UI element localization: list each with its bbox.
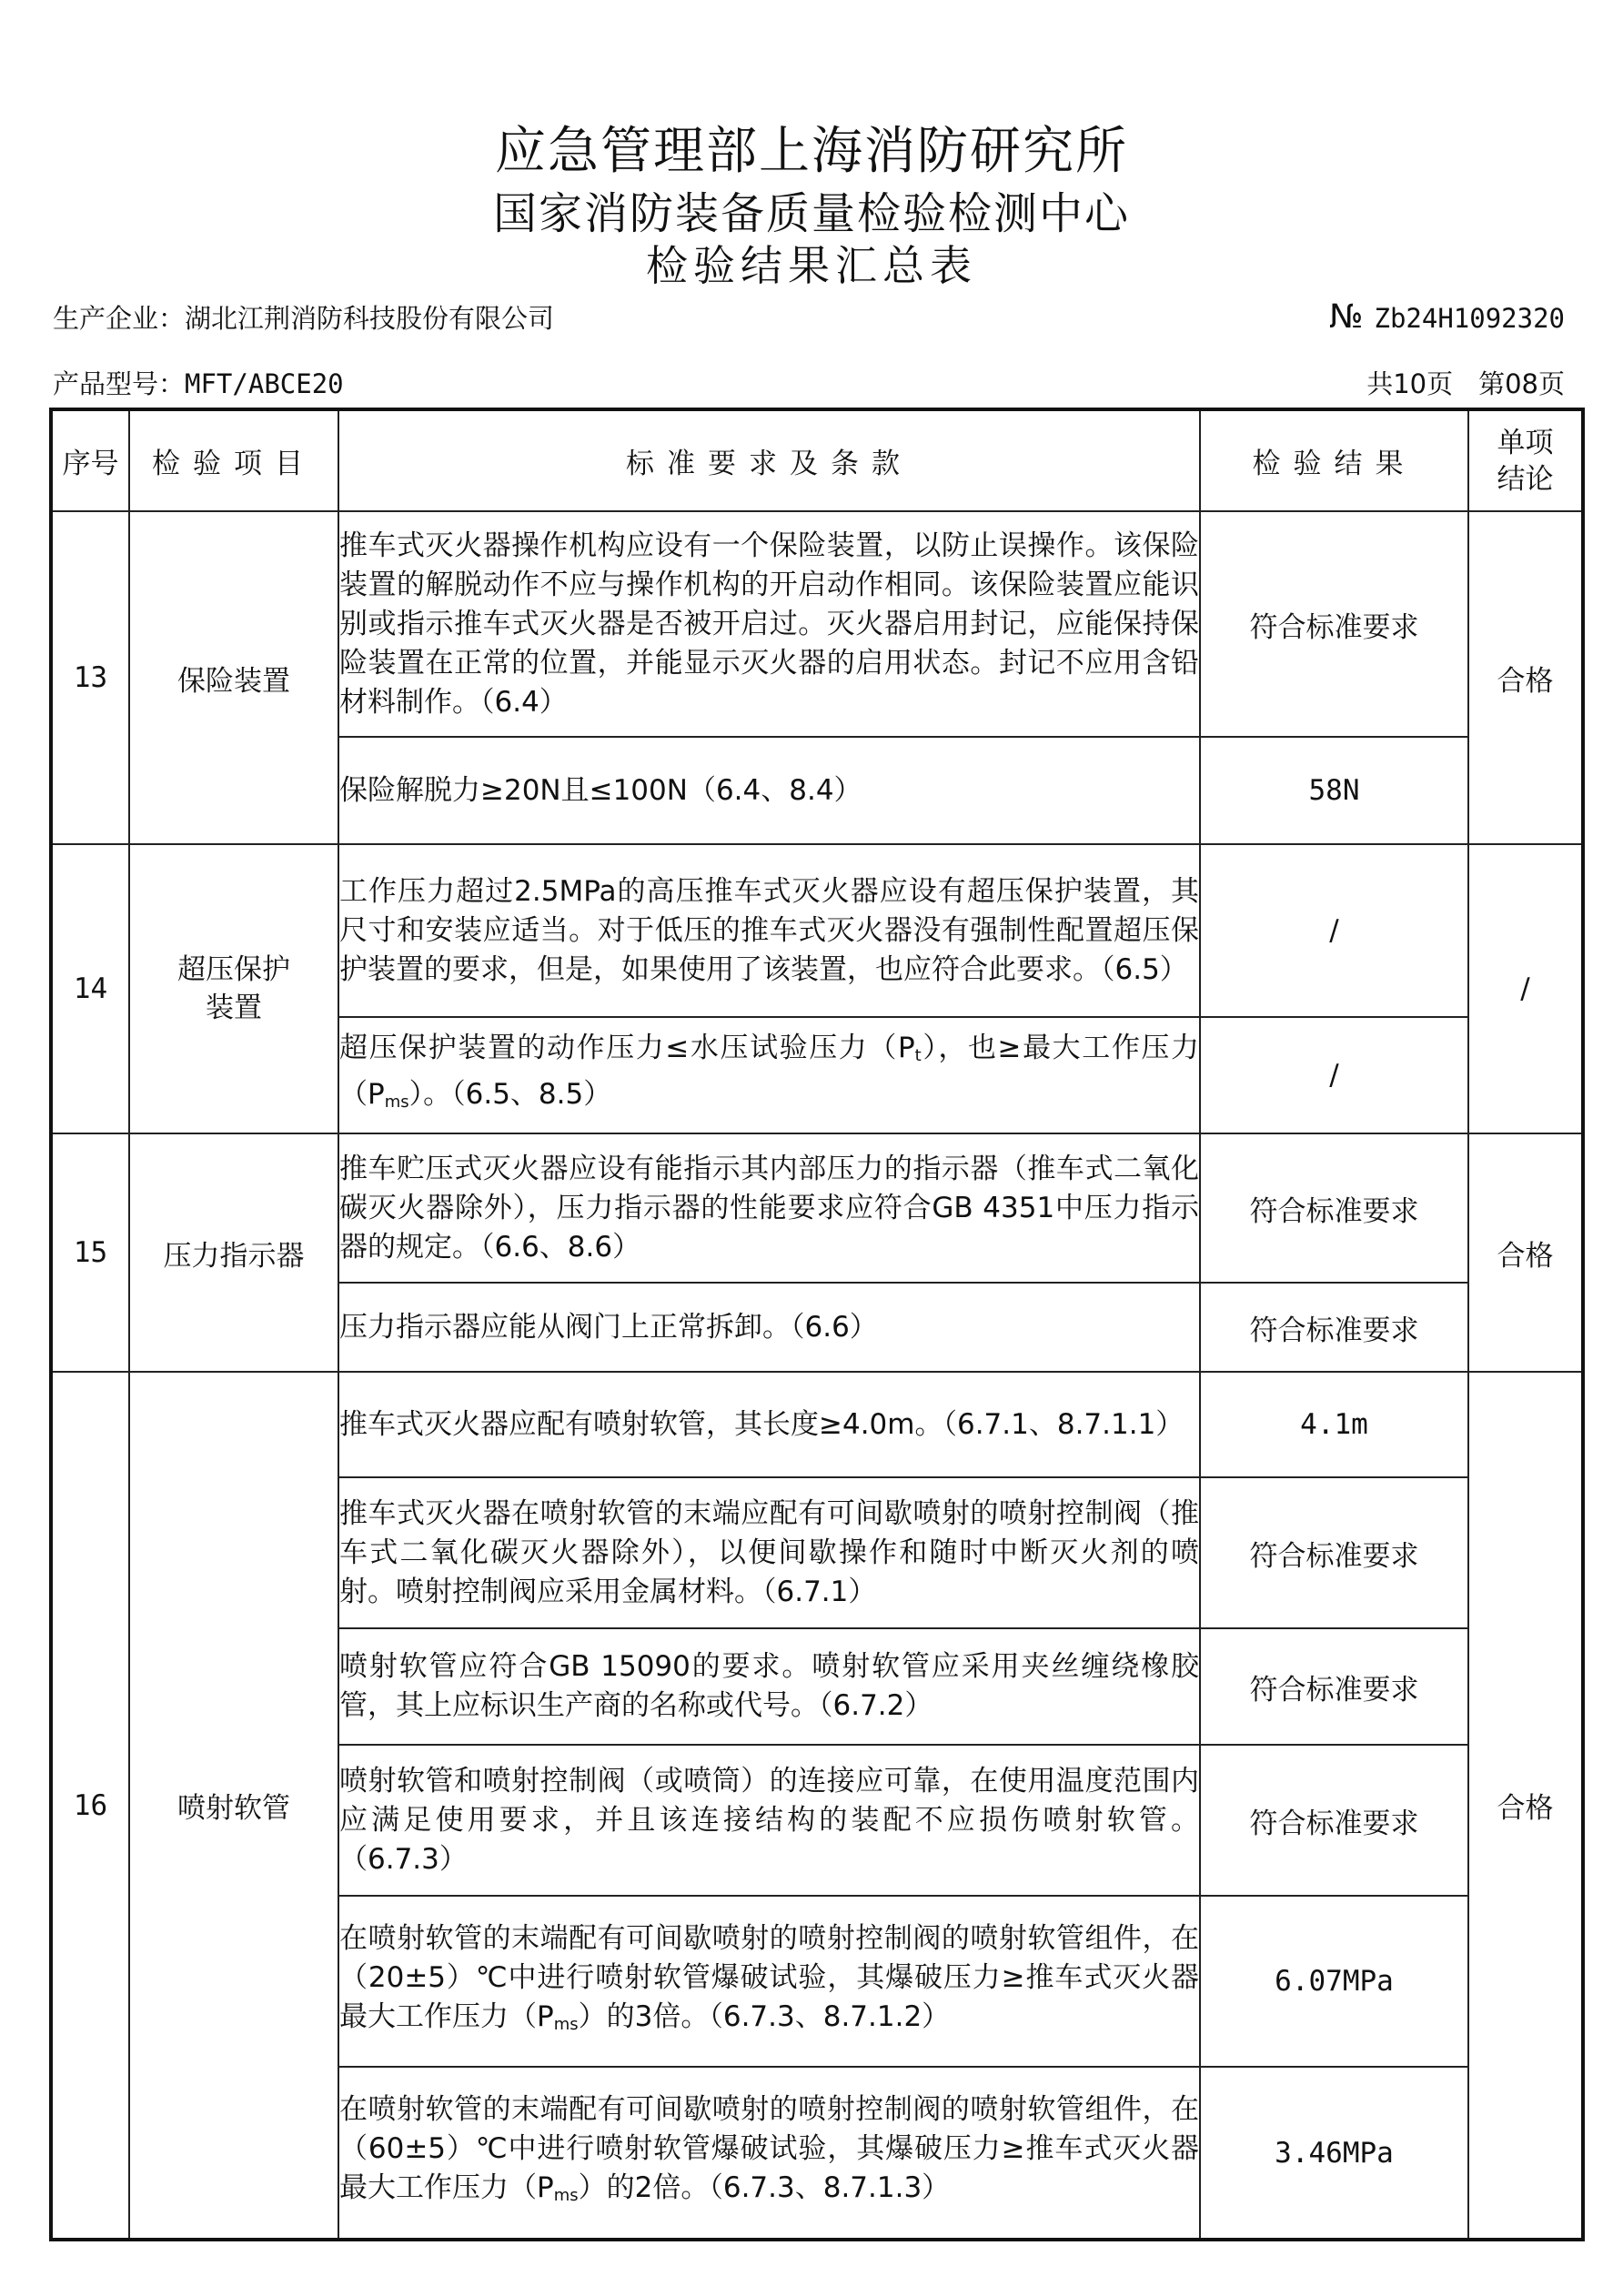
req-text-a: 在喷射软管的末端配有可间歇喷射的喷射控制阀的喷射软管组件，在（20±5）℃中进行喷射软管爆破试验，其爆破压力≥推车式灭火器最大工作压力（P xyxy=(339,1921,1199,2033)
table-row xyxy=(51,511,1583,737)
row-item: 压力指示器 xyxy=(129,1133,338,1372)
page-info xyxy=(1341,364,1565,401)
requirement-cell: 推车式灭火器应配有喷射软管，其长度≥4.0m。（6.7.1、8.7.1.1） xyxy=(338,1372,1200,1477)
subscript-ms: ms xyxy=(553,2014,579,2034)
row-item-cell xyxy=(129,844,338,1133)
result-cell: 符合标准要求 xyxy=(1200,1745,1468,1896)
page-number: 第08页 xyxy=(1478,368,1565,399)
subscript-ms: ms xyxy=(384,1093,409,1112)
requirement-cell: 工作压力超过2.5MPa的高压推车式灭火器应设有超压保护装置，其尺寸和安装应适当。对于低压的推车式灭火器没有强制性配置超压保护装置的要求，但是，如果使用了该装置，也应符合此要求。（6.5） xyxy=(338,844,1200,1017)
result-cell: 58N xyxy=(1200,737,1468,844)
model-line xyxy=(53,364,344,401)
header-verdict-text: 单项结论 xyxy=(1497,426,1554,496)
table-row xyxy=(51,1372,1583,1477)
row-item: 保险装置 xyxy=(129,511,338,844)
result-cell: 3.46MPa xyxy=(1200,2067,1468,2240)
row-seq: 16 xyxy=(51,1372,129,2240)
requirement-cell: 压力指示器应能从阀门上正常拆卸。（6.6） xyxy=(338,1283,1200,1372)
total-pages: 共10页 xyxy=(1366,368,1454,399)
subscript-t: t xyxy=(914,1046,922,1065)
header-row xyxy=(51,409,1583,511)
row-seq: 13 xyxy=(51,511,129,844)
header-requirement: 标准要求及条款 xyxy=(338,409,1200,511)
company-line: 生产企业：湖北江荆消防科技股份有限公司 xyxy=(53,303,555,334)
req-text-b: ），也≥最大工作压力（P xyxy=(339,1032,1199,1111)
result-cell: 符合标准要求 xyxy=(1200,1477,1468,1628)
center-title: 国家消防装备质量检验检测中心 xyxy=(492,188,1130,239)
row-verdict: / xyxy=(1468,844,1583,1133)
document-title: 检验结果汇总表 xyxy=(646,241,977,290)
report-number-value: Zb24H1092320 xyxy=(1374,303,1565,334)
requirement-cell xyxy=(338,1896,1200,2067)
row-verdict: 合格 xyxy=(1468,511,1583,844)
row-verdict: 合格 xyxy=(1468,1133,1583,1372)
result-cell: 符合标准要求 xyxy=(1200,1133,1468,1283)
header-seq: 序号 xyxy=(51,409,129,511)
result-cell: 符合标准要求 xyxy=(1200,1283,1468,1372)
header-result: 检验结果 xyxy=(1200,409,1468,511)
result-cell: 6.07MPa xyxy=(1200,1896,1468,2067)
report-number xyxy=(1329,298,1565,336)
requirement-cell: 喷射软管应符合GB 15090的要求。喷射软管应采用夹丝缠绕橡胶管，其上应标识生产商的名称或代号。（6.7.2） xyxy=(338,1628,1200,1745)
requirement-cell: 保险解脱力≥20N且≤100N（6.4、8.4） xyxy=(338,737,1200,844)
result-cell: 4.1m xyxy=(1200,1372,1468,1477)
number-symbol: № xyxy=(1329,298,1364,336)
req-text-b: ）的3倍。（6.7.3、8.7.1.2） xyxy=(578,1999,951,2033)
table-row xyxy=(51,1133,1583,1283)
requirement-cell xyxy=(338,1017,1200,1133)
requirement-cell: 推车式灭火器在喷射软管的末端应配有可间歇喷射的喷射控制阀（推车式二氧化碳灭火器除外），以便间歇操作和随时中断灭火剂的喷射。喷射控制阀应采用金属材料。（6.7.1） xyxy=(338,1477,1200,1628)
result-cell: 符合标准要求 xyxy=(1200,511,1468,737)
row-item: 超压保护装置 xyxy=(177,953,290,1024)
result-cell: / xyxy=(1200,1017,1468,1133)
header-item: 检验项目 xyxy=(129,409,338,511)
result-cell: 符合标准要求 xyxy=(1200,1628,1468,1745)
requirement-cell: 推车式灭火器操作机构应设有一个保险装置，以防止误操作。该保险装置的解脱动作不应与操作机构的开启动作相同。该保险装置应能识别或指示推车式灭火器是否被开启过。灭火器启用封记，应能保持保险装置在正常的位置，并能显示灭火器的启用状态。封记不应用含铅材料制作。（6.4） xyxy=(338,511,1200,737)
requirement-cell xyxy=(338,2067,1200,2240)
row-item: 喷射软管 xyxy=(129,1372,338,2240)
institute-title: 应急管理部上海消防研究所 xyxy=(495,122,1128,181)
model-value: MFT/ABCE20 xyxy=(185,368,344,399)
req-text-b: ）的2倍。（6.7.3、8.7.1.3） xyxy=(578,2171,951,2204)
requirement-cell: 推车贮压式灭火器应设有能指示其内部压力的指示器（推车式二氧化碳灭火器除外），压力指示器的性能要求应符合GB 4351中压力指示器的规定。（6.6、8.6） xyxy=(338,1133,1200,1283)
req-text-a: 超压保护装置的动作压力≤水压试验压力（P xyxy=(339,1032,915,1064)
row-seq: 14 xyxy=(51,844,129,1133)
row-seq: 15 xyxy=(51,1133,129,1372)
row-verdict: 合格 xyxy=(1468,1372,1583,2240)
requirement-cell: 喷射软管和喷射控制阀（或喷筒）的连接应可靠，在使用温度范围内应满足使用要求，并且该连接结构的装配不应损伤喷射软管。（6.7.3） xyxy=(338,1745,1200,1896)
model-label: 产品型号： xyxy=(53,368,186,399)
subscript-ms: ms xyxy=(553,2186,579,2205)
header-verdict xyxy=(1468,409,1583,511)
result-cell: / xyxy=(1200,844,1468,1017)
req-text-c: ）。（6.5、8.5） xyxy=(408,1078,612,1111)
req-text-a: 在喷射软管的末端配有可间歇喷射的喷射控制阀的喷射软管组件，在（60±5）℃中进行喷射软管爆破试验，其爆破压力≥推车式灭火器最大工作压力（P xyxy=(339,2093,1199,2204)
table-row xyxy=(51,844,1583,1017)
results-table xyxy=(49,408,1585,2241)
